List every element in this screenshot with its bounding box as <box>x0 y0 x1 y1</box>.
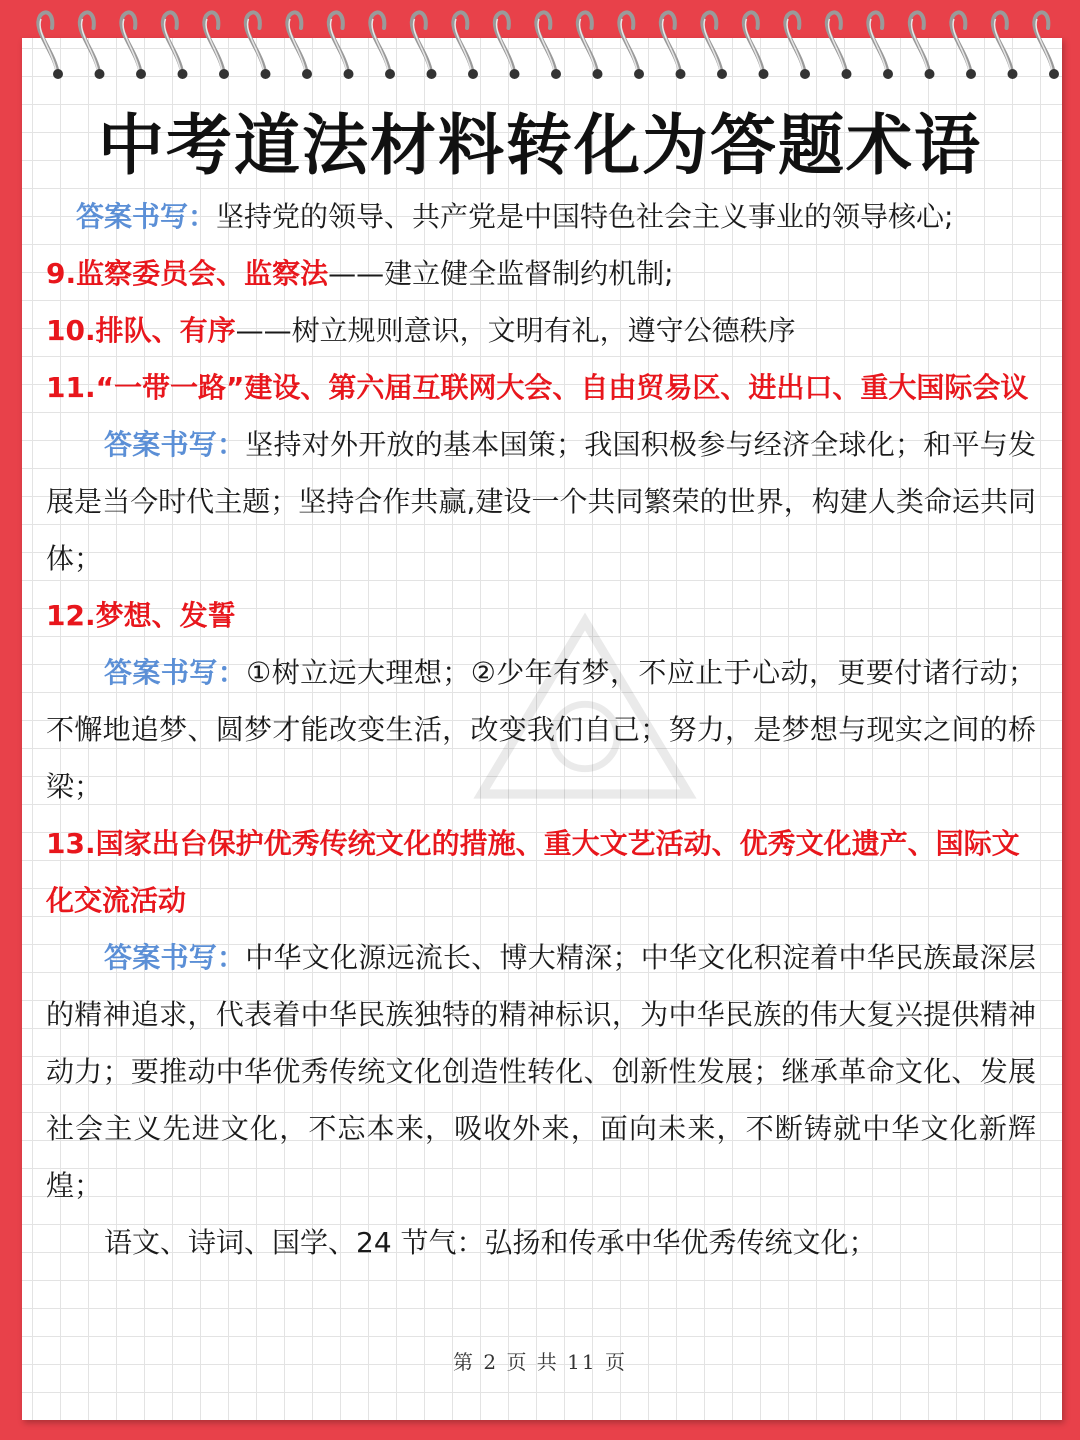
binding-ring <box>121 12 146 79</box>
binding-ring <box>536 12 561 79</box>
binding-ring <box>661 12 686 79</box>
binding-ring <box>329 12 354 79</box>
item-13-extra: 语文、诗词、国学、24 节气：弘扬和传承中华优秀传统文化； <box>104 1226 877 1259</box>
item-13-heading: 13.国家出台保护优秀传统文化的措施、重大文艺活动、优秀文化遗产、国际文化交流活动 <box>46 827 1020 917</box>
binding-ring <box>1034 12 1059 79</box>
binding-ring <box>702 12 727 79</box>
binding-ring <box>453 12 478 79</box>
answer-block-1 <box>46 188 1036 245</box>
item-12-heading: 12.梦想、发誓 <box>46 599 236 632</box>
binding-ring <box>744 12 769 79</box>
answer-label: 答案书写： <box>104 428 246 461</box>
item-13-answer <box>46 929 1036 1214</box>
binding-ring <box>287 12 312 79</box>
binding-ring <box>495 12 520 79</box>
binding-ring <box>993 12 1018 79</box>
answer-label: 答案书写： <box>104 941 246 974</box>
binding-ring <box>827 12 852 79</box>
page-title: 中考道法材料转化为答题术语 <box>98 107 982 184</box>
item-9 <box>46 245 1036 302</box>
binding-ring <box>204 12 229 79</box>
item-11-heading: 11.“一带一路”建设、第六届互联网大会、自由贸易区、进出口、重大国际会议 <box>46 371 1029 404</box>
item-text: ——树立规则意识，文明有礼，遵守公德秩序 <box>235 314 796 347</box>
page-number: 第 2 页 共 11 页 <box>453 1350 627 1374</box>
item-text: ——建立健全监督制约机制; <box>328 257 674 290</box>
item-11-answer <box>46 416 1036 587</box>
item-12-answer <box>46 644 1036 815</box>
binding-ring <box>951 12 976 79</box>
binding-ring <box>578 12 603 79</box>
answer-text: ①树立远大理想；②少年有梦，不应止于心动，更要付诸行动；不懈地追梦、圆梦才能改变生活，改变我们自己；努力，是梦想与现实之间的桥梁； <box>46 656 1036 803</box>
binding-ring <box>619 12 644 79</box>
content-area <box>46 188 1036 1271</box>
answer-label: 答案书写： <box>104 656 247 689</box>
spiral-binding <box>22 0 1062 90</box>
answer-label: 答案书写： <box>76 200 217 233</box>
item-heading: 9.监察委员会、监察法 <box>46 257 329 290</box>
answer-text: 坚持党的领导、共产党是中国特色社会主义事业的领导核心; <box>216 200 954 233</box>
binding-ring <box>868 12 893 79</box>
binding-ring <box>80 12 105 79</box>
item-heading: 10.排队、有序 <box>46 314 236 347</box>
binding-ring <box>38 12 63 79</box>
answer-text: 中华文化源远流长、博大精深；中华文化积淀着中华民族最深层的精神追求，代表着中华民族独特的精神标识，为中华民族的伟大复兴提供精神动力；要推动中华优秀传统文化创造性转化、创新性发展；继承革命文化、发展社会主义先进文化，不忘本来，吸收外来，面向未来，不断铸就中华文化新辉煌； <box>46 941 1036 1202</box>
binding-ring <box>785 12 810 79</box>
binding-ring <box>246 12 271 79</box>
binding-ring <box>163 12 188 79</box>
binding-ring <box>370 12 395 79</box>
binding-ring <box>412 12 437 79</box>
binding-ring <box>910 12 935 79</box>
answer-text: 坚持对外开放的基本国策；我国积极参与经济全球化；和平与发展是当今时代主题；坚持合作共赢,建设一个共同繁荣的世界，构建人类命运共同体； <box>46 428 1036 575</box>
item-10 <box>46 302 1036 359</box>
